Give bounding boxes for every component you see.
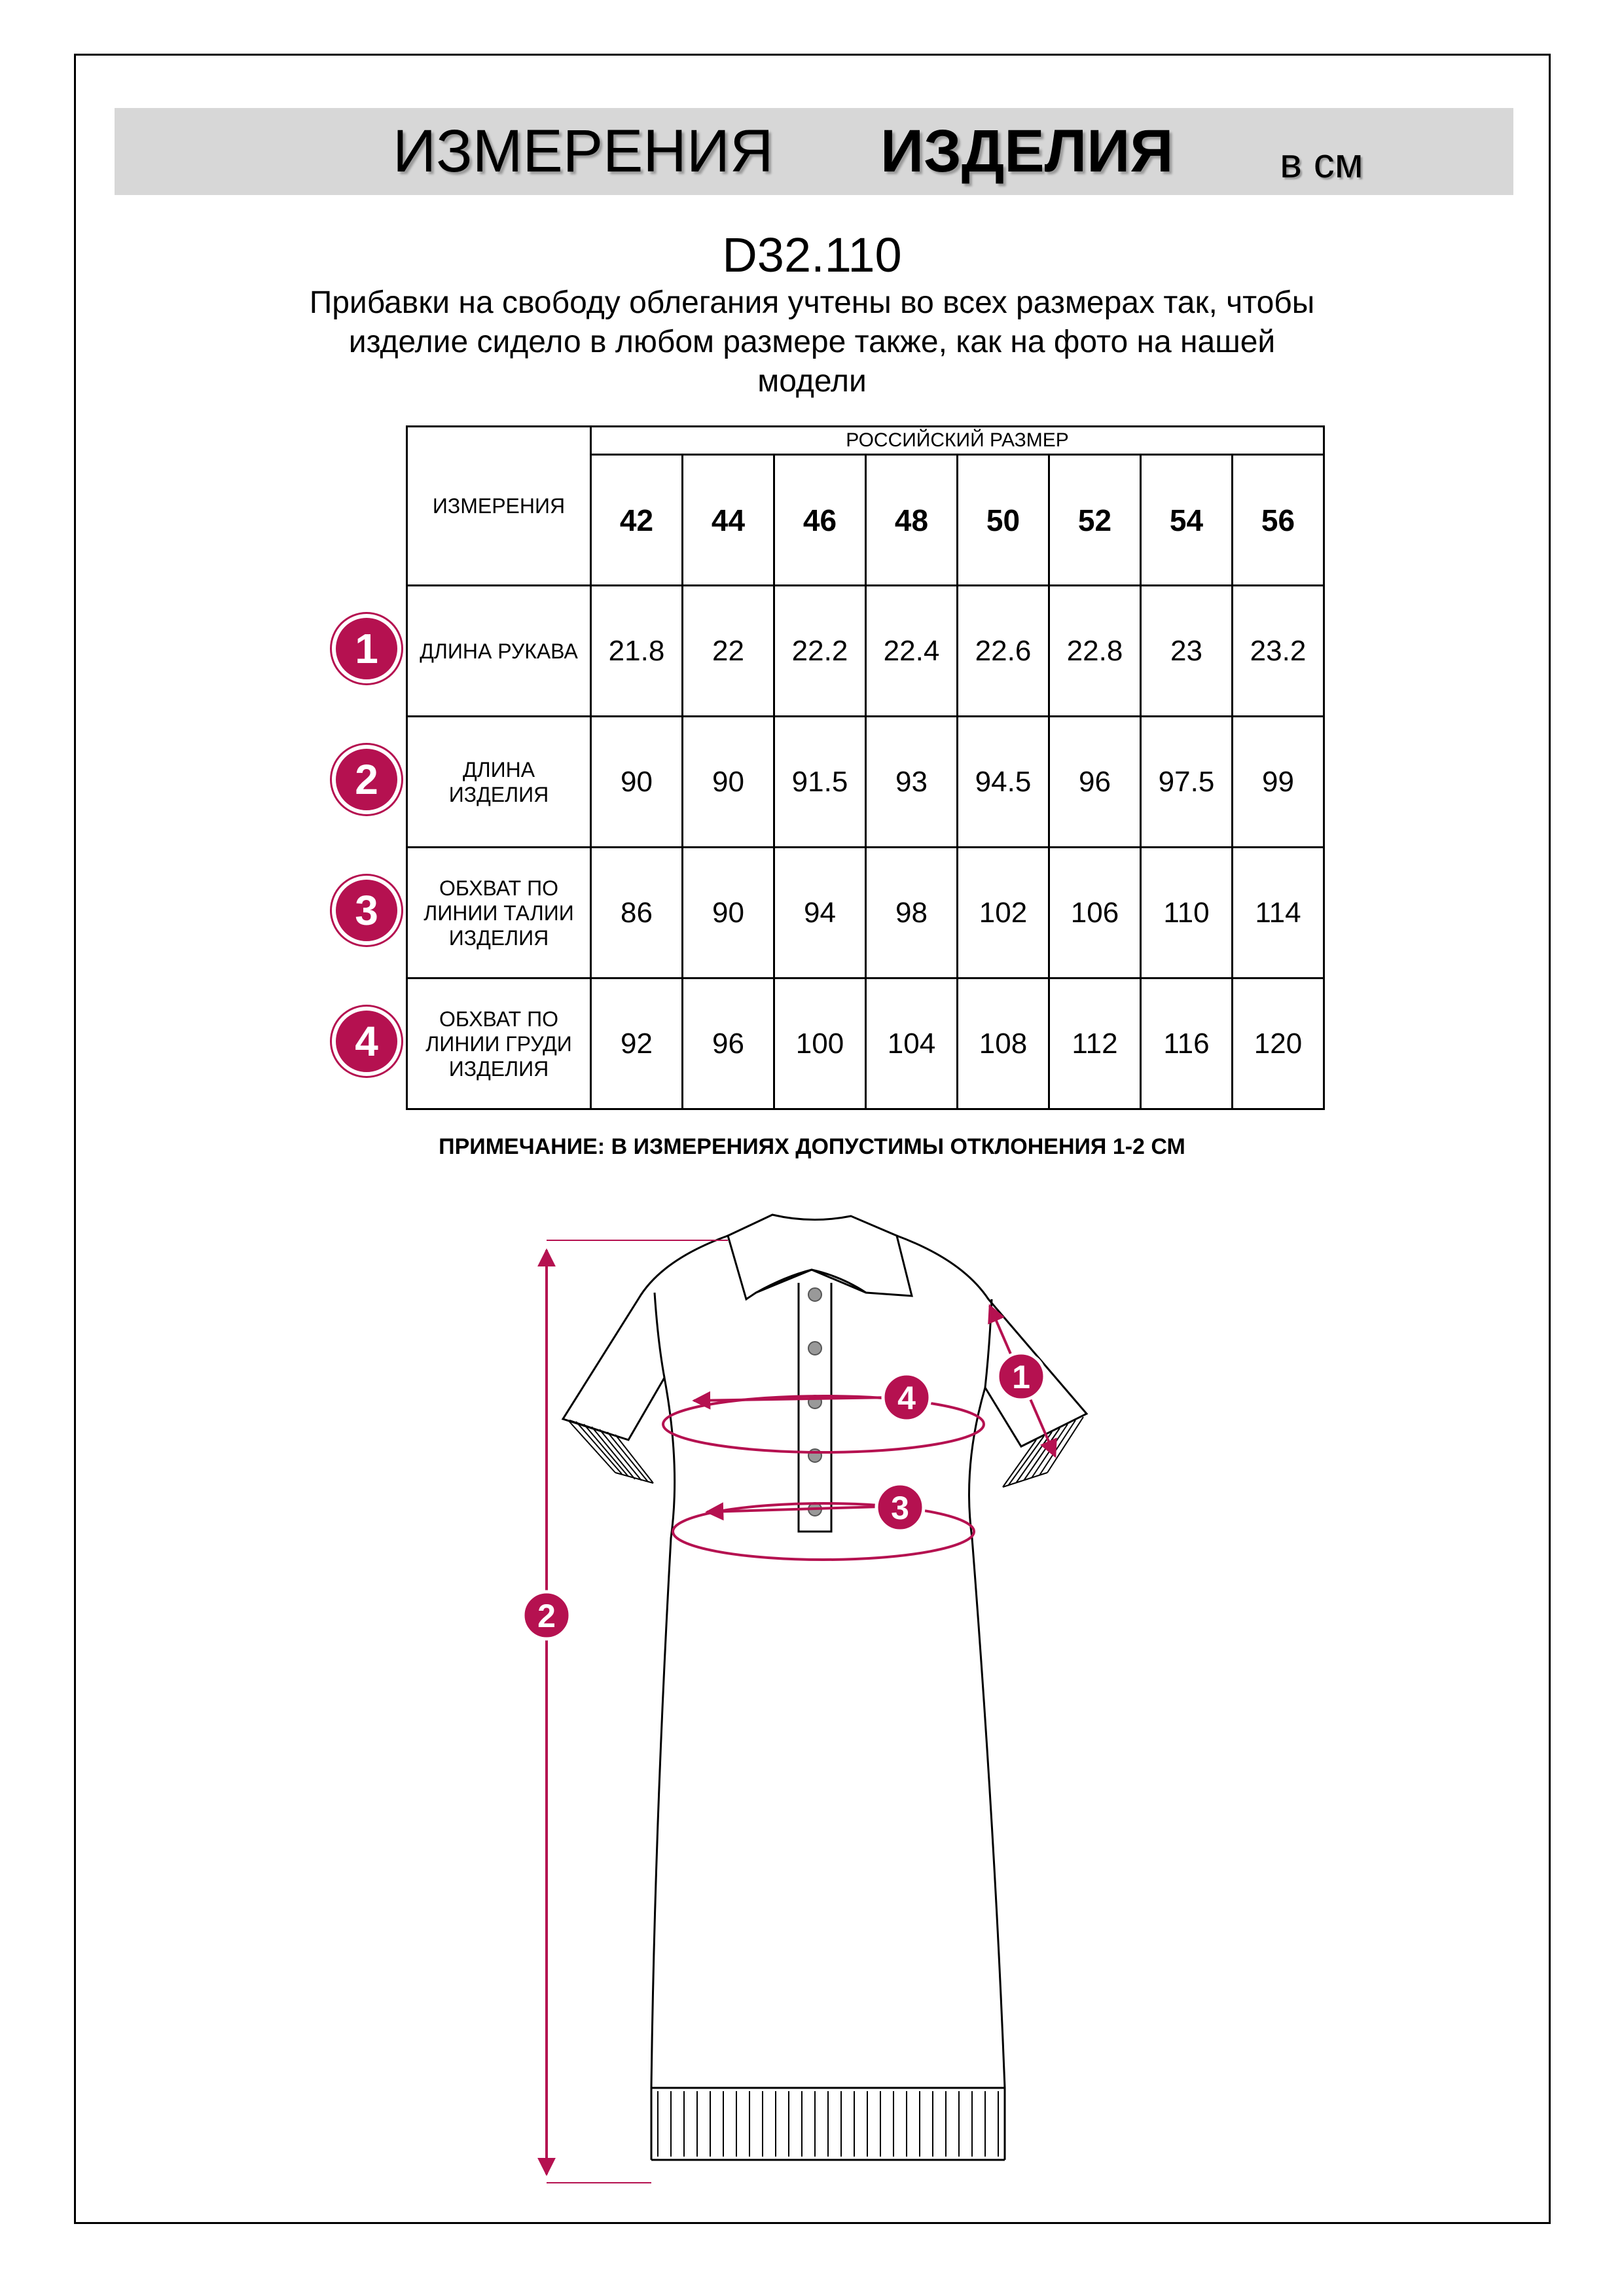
measurement-lines <box>547 1240 1055 2183</box>
title-part1: ИЗМЕРЕНИЯ <box>393 118 774 185</box>
table-cell: 114 <box>1233 848 1324 978</box>
row-marker-4: 4 <box>332 1007 401 1076</box>
table-cell: 22 <box>683 586 774 717</box>
table-cell: 108 <box>958 978 1049 1109</box>
table-cell: 120 <box>1233 978 1324 1109</box>
table-cell: 91.5 <box>774 717 866 848</box>
size-header: 44 <box>683 455 774 586</box>
table-cell: 94 <box>774 848 866 978</box>
table-cell: 112 <box>1049 978 1141 1109</box>
size-header: 54 <box>1141 455 1233 586</box>
table-cell: 116 <box>1141 978 1233 1109</box>
size-header: 50 <box>958 455 1049 586</box>
marker-waist: 3 <box>891 1490 909 1526</box>
row-marker-1: 1 <box>332 614 401 683</box>
marker-length: 2 <box>537 1598 556 1634</box>
row-label: ОБХВАТ ПО ЛИНИИ ТАЛИИ ИЗДЕЛИЯ <box>407 848 591 978</box>
table-cell: 92 <box>591 978 683 1109</box>
note: ПРИМЕЧАНИЕ: В ИЗМЕРЕНИЯХ ДОПУСТИМЫ ОТКЛОНЕНИЯ 1-2 СМ <box>439 1134 1185 1159</box>
size-group-header: РОССИЙСКИЙ РАЗМЕР <box>591 427 1324 455</box>
size-header: 52 <box>1049 455 1141 586</box>
row-label: ДЛИНА ИЗДЕЛИЯ <box>407 717 591 848</box>
measurements-header: ИЗМЕРЕНИЯ <box>407 427 591 586</box>
ribbing <box>568 1417 1083 2157</box>
row-label: ОБХВАТ ПО ЛИНИИ ГРУДИ ИЗДЕЛИЯ <box>407 978 591 1109</box>
table-cell: 106 <box>1049 848 1141 978</box>
table-cell: 21.8 <box>591 586 683 717</box>
table-cell: 100 <box>774 978 866 1109</box>
size-header: 56 <box>1233 455 1324 586</box>
title-unit: в см <box>1280 139 1363 187</box>
table-cell: 22.4 <box>866 586 958 717</box>
table-cell: 90 <box>683 848 774 978</box>
marker-sleeve: 1 <box>1012 1359 1030 1395</box>
table-cell: 94.5 <box>958 717 1049 848</box>
row-marker-3: 3 <box>332 876 401 945</box>
size-header: 46 <box>774 455 866 586</box>
size-header: 48 <box>866 455 958 586</box>
description-line: модели <box>757 364 867 399</box>
table-cell: 22.6 <box>958 586 1049 717</box>
table-cell: 98 <box>866 848 958 978</box>
table-cell: 96 <box>683 978 774 1109</box>
marker-chest: 4 <box>897 1380 916 1416</box>
table-cell: 23 <box>1141 586 1233 717</box>
placket-buttons <box>808 1288 821 1516</box>
table-cell: 110 <box>1141 848 1233 978</box>
table-cell: 93 <box>866 717 958 848</box>
table-cell: 97.5 <box>1141 717 1233 848</box>
table-cell: 86 <box>591 848 683 978</box>
description-line: изделие сидело в любом размере также, как на фото на нашей <box>348 325 1276 359</box>
article-code: D32.110 <box>722 228 902 282</box>
row-label: ДЛИНА РУКАВА <box>407 586 591 717</box>
table-cell: 90 <box>683 717 774 848</box>
table-cell: 104 <box>866 978 958 1109</box>
table-cell: 23.2 <box>1233 586 1324 717</box>
table-cell: 90 <box>591 717 683 848</box>
table-cell: 102 <box>958 848 1049 978</box>
row-marker-2: 2 <box>332 745 401 814</box>
table-cell: 22.8 <box>1049 586 1141 717</box>
size-header: 42 <box>591 455 683 586</box>
table-cell: 22.2 <box>774 586 866 717</box>
title-part2: ИЗДЕЛИЯ <box>880 118 1174 185</box>
table-cell: 96 <box>1049 717 1141 848</box>
table-cell: 99 <box>1233 717 1324 848</box>
description-line: Прибавки на свободу облегания учтены во всех размерах так, чтобы <box>309 285 1315 320</box>
